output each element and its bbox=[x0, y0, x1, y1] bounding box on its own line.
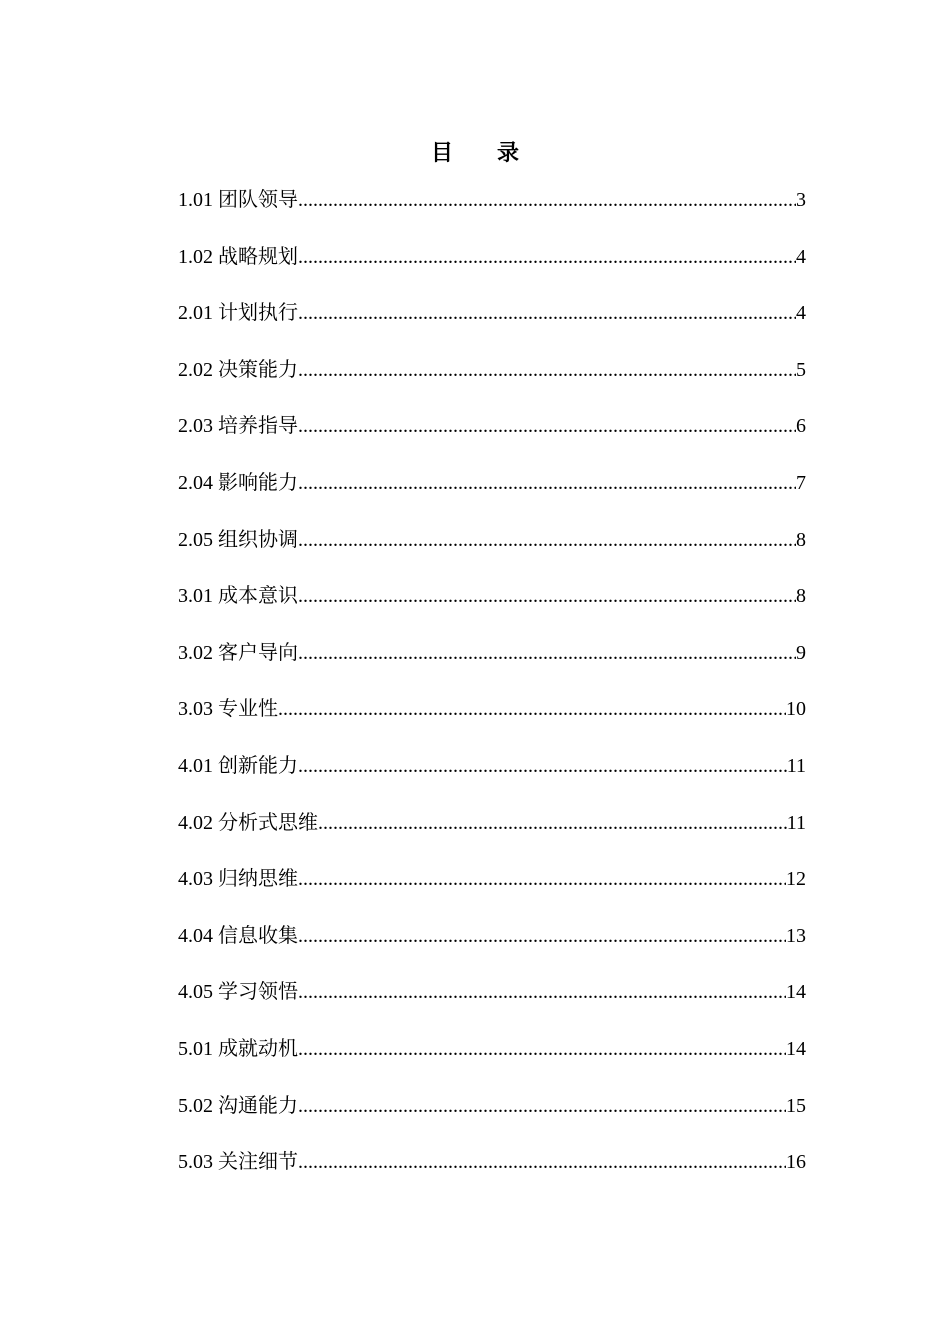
toc-entry-page: 11 bbox=[786, 754, 806, 777]
toc-entry-page: 13 bbox=[786, 924, 806, 947]
toc-entry-leader bbox=[298, 580, 796, 612]
toc-entry[interactable] bbox=[178, 750, 806, 807]
toc-entry-label: 5.01 成就动机 bbox=[178, 1037, 298, 1060]
toc-title-char-1: 目 bbox=[430, 140, 453, 165]
toc-entry-page: 14 bbox=[786, 981, 806, 1004]
toc-entry-label: 3.01 成本意识 bbox=[178, 585, 298, 608]
toc-entry[interactable] bbox=[178, 354, 806, 411]
toc-entry-leader bbox=[298, 637, 796, 669]
toc-entry-label: 3.03 专业性 bbox=[178, 698, 278, 721]
toc-entry-page: 8 bbox=[796, 585, 806, 608]
toc-entry[interactable] bbox=[178, 580, 806, 637]
toc-entry-leader bbox=[298, 410, 796, 442]
toc-entry-leader bbox=[298, 920, 786, 952]
toc-entry-leader bbox=[298, 863, 786, 895]
toc-entry-page: 16 bbox=[786, 1151, 806, 1174]
toc-entry[interactable] bbox=[178, 863, 806, 920]
toc-entry[interactable] bbox=[178, 920, 806, 977]
toc-entry-leader bbox=[298, 1090, 786, 1122]
toc-entry-leader bbox=[298, 750, 787, 782]
toc-entry-leader bbox=[298, 184, 796, 216]
toc-entry-page: 12 bbox=[786, 868, 806, 891]
toc-entry-leader bbox=[278, 693, 786, 725]
toc-entry-label: 4.03 归纳思维 bbox=[178, 868, 298, 891]
toc-entry-page: 3 bbox=[796, 189, 806, 211]
toc-entry-label: 2.01 计划执行 bbox=[178, 302, 298, 325]
toc-entry-page: 9 bbox=[796, 641, 806, 664]
toc-entry-leader bbox=[298, 524, 796, 556]
toc-entry[interactable] bbox=[178, 297, 806, 354]
toc-entry-page: 15 bbox=[786, 1094, 806, 1117]
toc-entry[interactable] bbox=[178, 637, 806, 694]
toc-entry-page: 10 bbox=[786, 698, 806, 721]
toc-entry-label: 4.04 信息收集 bbox=[178, 924, 298, 947]
toc-entry-label: 1.02 战略规划 bbox=[178, 245, 298, 268]
toc-entry-page: 8 bbox=[796, 528, 806, 551]
toc-entry-page: 14 bbox=[786, 1037, 806, 1060]
toc-entry-label: 5.03 关注细节 bbox=[178, 1151, 298, 1174]
toc-entry-page: 7 bbox=[796, 471, 806, 494]
toc-entry-leader bbox=[298, 1146, 786, 1178]
toc-entry-page: 6 bbox=[796, 415, 806, 438]
toc-entry[interactable] bbox=[178, 1033, 806, 1090]
toc-entry-page: 5 bbox=[796, 358, 806, 381]
toc-entry-label: 5.02 沟通能力 bbox=[178, 1094, 298, 1117]
toc-entry-leader bbox=[298, 467, 796, 499]
toc-entry-page: 4 bbox=[796, 302, 806, 325]
toc-entry-leader bbox=[298, 354, 796, 386]
toc-entry-label: 2.04 影响能力 bbox=[178, 471, 298, 494]
toc-entry[interactable] bbox=[178, 184, 806, 241]
toc-entry-label: 4.05 学习领悟 bbox=[178, 981, 298, 1004]
toc-list bbox=[178, 184, 806, 1203]
toc-entry-leader bbox=[318, 807, 787, 839]
toc-entry[interactable] bbox=[178, 807, 806, 864]
toc-entry[interactable] bbox=[178, 467, 806, 524]
toc-entry-label: 2.05 组织协调 bbox=[178, 528, 298, 551]
toc-entry-label: 4.01 创新能力 bbox=[178, 754, 298, 777]
toc-entry-leader bbox=[298, 241, 796, 273]
toc-entry[interactable] bbox=[178, 1146, 806, 1203]
toc-entry-leader bbox=[298, 1033, 786, 1065]
toc-entry[interactable] bbox=[178, 1090, 806, 1147]
toc-entry-page: 11 bbox=[786, 811, 806, 834]
toc-entry-label: 1.01 团队领导 bbox=[178, 189, 298, 211]
toc-entry[interactable] bbox=[178, 693, 806, 750]
toc-entry-label: 2.02 决策能力 bbox=[178, 358, 298, 381]
toc-title-char-2: 录 bbox=[497, 140, 520, 165]
toc-entry[interactable] bbox=[178, 410, 806, 467]
toc-entry-label: 2.03 培养指导 bbox=[178, 415, 298, 438]
toc-entry-label: 4.02 分析式思维 bbox=[178, 811, 318, 834]
toc-entry-label: 3.02 客户导向 bbox=[178, 641, 298, 664]
toc-entry-page: 4 bbox=[796, 245, 806, 268]
toc-entry[interactable] bbox=[178, 524, 806, 581]
toc-entry[interactable] bbox=[178, 976, 806, 1033]
toc-entry[interactable] bbox=[178, 241, 806, 298]
toc-entry-leader bbox=[298, 976, 786, 1008]
toc-title bbox=[0, 136, 950, 167]
toc-entry-leader bbox=[298, 297, 796, 329]
